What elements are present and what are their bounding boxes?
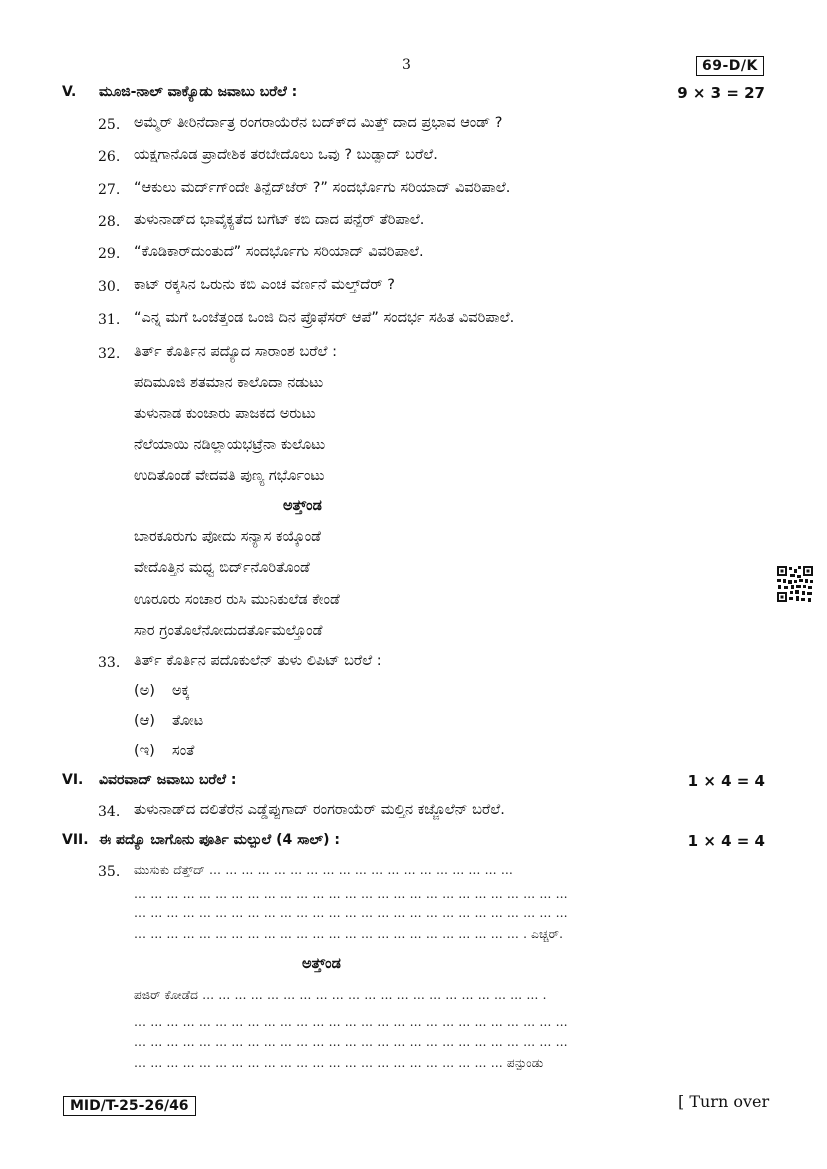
stanza-line: ಪಜಿರ್ ಕೋಡೆದ … … … … … … … … … … … … … … … … … … … … … .: [134, 988, 547, 1002]
verse-line: ಸಾರ ಗ್ರಂತೊಲೆನೋದುದರ್ತೊಮಲ್ತೊಂಡೆ: [134, 623, 323, 639]
question-text: ಕಾಟ್ ರಕ್ಕಸಿನ ಒರುನು ಕಬಿ ಎಂಚ ವರ್ಣನೆ ಮಲ್ತ್‌ದೆರ್ ?: [134, 277, 395, 293]
verse-line: ಪದಿಮೂಜಿ ಶತಮಾನ ಕಾಲೊದಾ ನಡುಟು: [134, 375, 324, 391]
verse-line: ಬಾರಕೂರುಗು ಪೋದು ಸನ್ಯಾಸ ಕಯ್ಕೊಂಡೆ: [134, 529, 321, 545]
question-number: 35.: [98, 864, 121, 880]
option-text: ತೋಟ: [172, 713, 204, 729]
question-number: 25.: [98, 117, 121, 133]
question-text: ಯಕ್ಷಗಾನೊಡ ಪ್ರಾದೇಶಿಕ ತರಬೇದೊಲು ಒವು ? ಬುಡ್ಪಾದ್ ಬರೆಲೆ.: [134, 147, 438, 163]
verse-line: ನೆಲೆಯಾಯಿ ನಡಿಲ್ಲಾಯಭಟ್ರೆನಾ ಕುಲೊಟು: [134, 437, 326, 453]
stanza-line: … … … … … … … … … … … … … … … … … … … … … … … ಪನ್ಪುಂಡು: [134, 1056, 544, 1070]
option-label: (ಅ): [134, 683, 155, 699]
verse-line: ಊರೂರು ಸಂಚಾರ ರುಸಿ ಮುನಿಕುಲೆಡ ಕೇಂಡೆ: [134, 592, 340, 608]
question-number: 33.: [98, 655, 121, 671]
turn-over-label: [ Turn over: [678, 1092, 770, 1111]
stanza-line: … … … … … … … … … … … … … … … … … … … … … … … … … … …: [134, 1035, 568, 1049]
or-label: ಅತ್ತ್ಂಡ: [302, 956, 341, 972]
section-vi-title: ವಿವರವಾದ್ ಜವಾಬು ಬರೆಲೆ :: [99, 772, 237, 788]
question-number: 32.: [98, 346, 121, 362]
verse-line: ಉದಿತೊಂಡೆ ವೇದವತಿ ಪುಣ್ಯ ಗರ್ಭೊಂಟು: [134, 468, 325, 484]
section-v-title: ಮೂಜಿ-ನಾಲ್ ವಾಕ್ಯೊಡು ಜವಾಬು ಬರೆಲೆ :: [99, 84, 298, 100]
question-number: 28.: [98, 214, 121, 230]
qr-code-icon: [776, 565, 814, 603]
question-number: 30.: [98, 279, 121, 295]
section-vii-marks: 1 × 4 = 4: [687, 832, 765, 850]
question-text: “ಎನ್ನ ಮಗೆ ಒಂಜೆತ್ತಂಡ ಒಂಜಿ ದಿನ ಪ್ರೊಫೆಸರ್ ಆಪೆ” ಸಂದರ್ಭ ಸಹಿತ ವಿವರಿಪಾಲೆ.: [134, 310, 515, 326]
section-vi-marks: 1 × 4 = 4: [687, 772, 765, 790]
question-text: ತಿರ್ತ್ ಕೊರ್ತಿನ ಪದೊಕುಲೆನ್ ತುಳು ಲಿಪಿಟ್ ಬರೆಲೆ :: [134, 653, 382, 669]
section-vi-number: VI.: [62, 772, 84, 788]
section-v-marks: 9 × 3 = 27: [677, 84, 765, 102]
question-number: 27.: [98, 182, 121, 198]
option-label: (ಆ): [134, 713, 155, 729]
or-label: ಅತ್ತ್ಂಡ: [283, 498, 322, 514]
footer-paper-code: MID/T-25-26/46: [63, 1096, 196, 1116]
verse-line: ವೇದೊತ್ತಿನ ಮಧ್ವ ಬಿರ್ದ್‌ನೊರಿತೊಂಡೆ: [134, 560, 310, 576]
question-number: 34.: [98, 804, 121, 820]
stanza-line: ಮುಸುಕು ದೆತ್ತ್‌ದ್ … … … … … … … … … … … … … … … … … … …: [134, 863, 514, 877]
option-label: (ಇ): [134, 743, 155, 759]
question-number: 29.: [98, 246, 121, 262]
stanza-line: … … … … … … … … … … … … … … … … … … … … … … … … … … …: [134, 887, 568, 901]
stanza-line: … … … … … … … … … … … … … … … … … … … … … … … … . ಎಚ್ಚರ್.: [134, 927, 564, 941]
question-text: ತುಳುನಾಡ್‌ದ ಭಾವೈಕ್ಯತೆದ ಬಗೆಟ್ ಕಬಿ ದಾದ ಪನ್ಪೆರ್ ತೆರಿಪಾಲೆ.: [134, 212, 425, 228]
stanza-line: … … … … … … … … … … … … … … … … … … … … … … … … … … …: [134, 906, 568, 920]
section-v-number: V.: [62, 84, 77, 100]
option-text: ಅಕ್ಕ: [172, 683, 190, 699]
question-text: “ಕೊಡಿಕಾರ್‌ದುಂತುದೆ” ಸಂದರ್ಭೊಗು ಸರಿಯಾದ್ ವಿವರಿಪಾಲೆ.: [134, 244, 424, 260]
question-number: 26.: [98, 149, 121, 165]
question-text: “ಆಕುಲು ಮರ್ದ್‌ಗ್‌ಂದೇ ತಿನ್ಪೆದ್‌ಜೆರ್ ?” ಸಂದರ್ಭೊಗು ಸರಿಯಾದ್ ವಿವರಿಪಾಲೆ.: [134, 180, 511, 196]
question-number: 31.: [98, 312, 121, 328]
option-text: ಸಂತೆ: [172, 743, 195, 759]
section-vii-title: ಈ ಪದ್ಯೊ ಬಾಗೊನು ಪೂರ್ತಿ ಮಲ್ಪುಲೆ (4 ಸಾಲ್) :: [99, 832, 340, 848]
question-text: ತುಳುನಾಡ್‌ದ ದಲಿತೆರೆನ ಎಡ್ಡೆಪ್ಪುಗಾದ್ ರಂಗರಾಯೆರ್ ಮಲ್ತಿನ ಕಜ್ಜೊಲೆನ್ ಬರೆಲೆ.: [134, 802, 505, 818]
stanza-line: … … … … … … … … … … … … … … … … … … … … … … … … … … …: [134, 1015, 568, 1029]
section-vii-number: VII.: [62, 832, 89, 848]
page-number: 3: [402, 57, 411, 73]
paper-code-box: 69-D/K: [696, 56, 764, 76]
question-text: ತಿರ್ತ್ ಕೊರ್ತಿನ ಪದ್ಯೊದ ಸಾರಾಂಶ ಬರೆಲೆ :: [134, 344, 338, 360]
question-text: ಅಮ್ಮೆರ್ ತೀರಿನೆರ್ದಾತ್ರ ರಂಗರಾಯೆರೆನ ಬದ್‌ಕ್‌ದ ಮಿತ್ತ್ ದಾದ ಪ್ರಭಾವ ಆಂಡ್ ?: [134, 115, 503, 131]
verse-line: ತುಳುನಾಡ ಕುಂಜಾರು ಪಾಜಕದ ಅರುಟು: [134, 406, 316, 422]
